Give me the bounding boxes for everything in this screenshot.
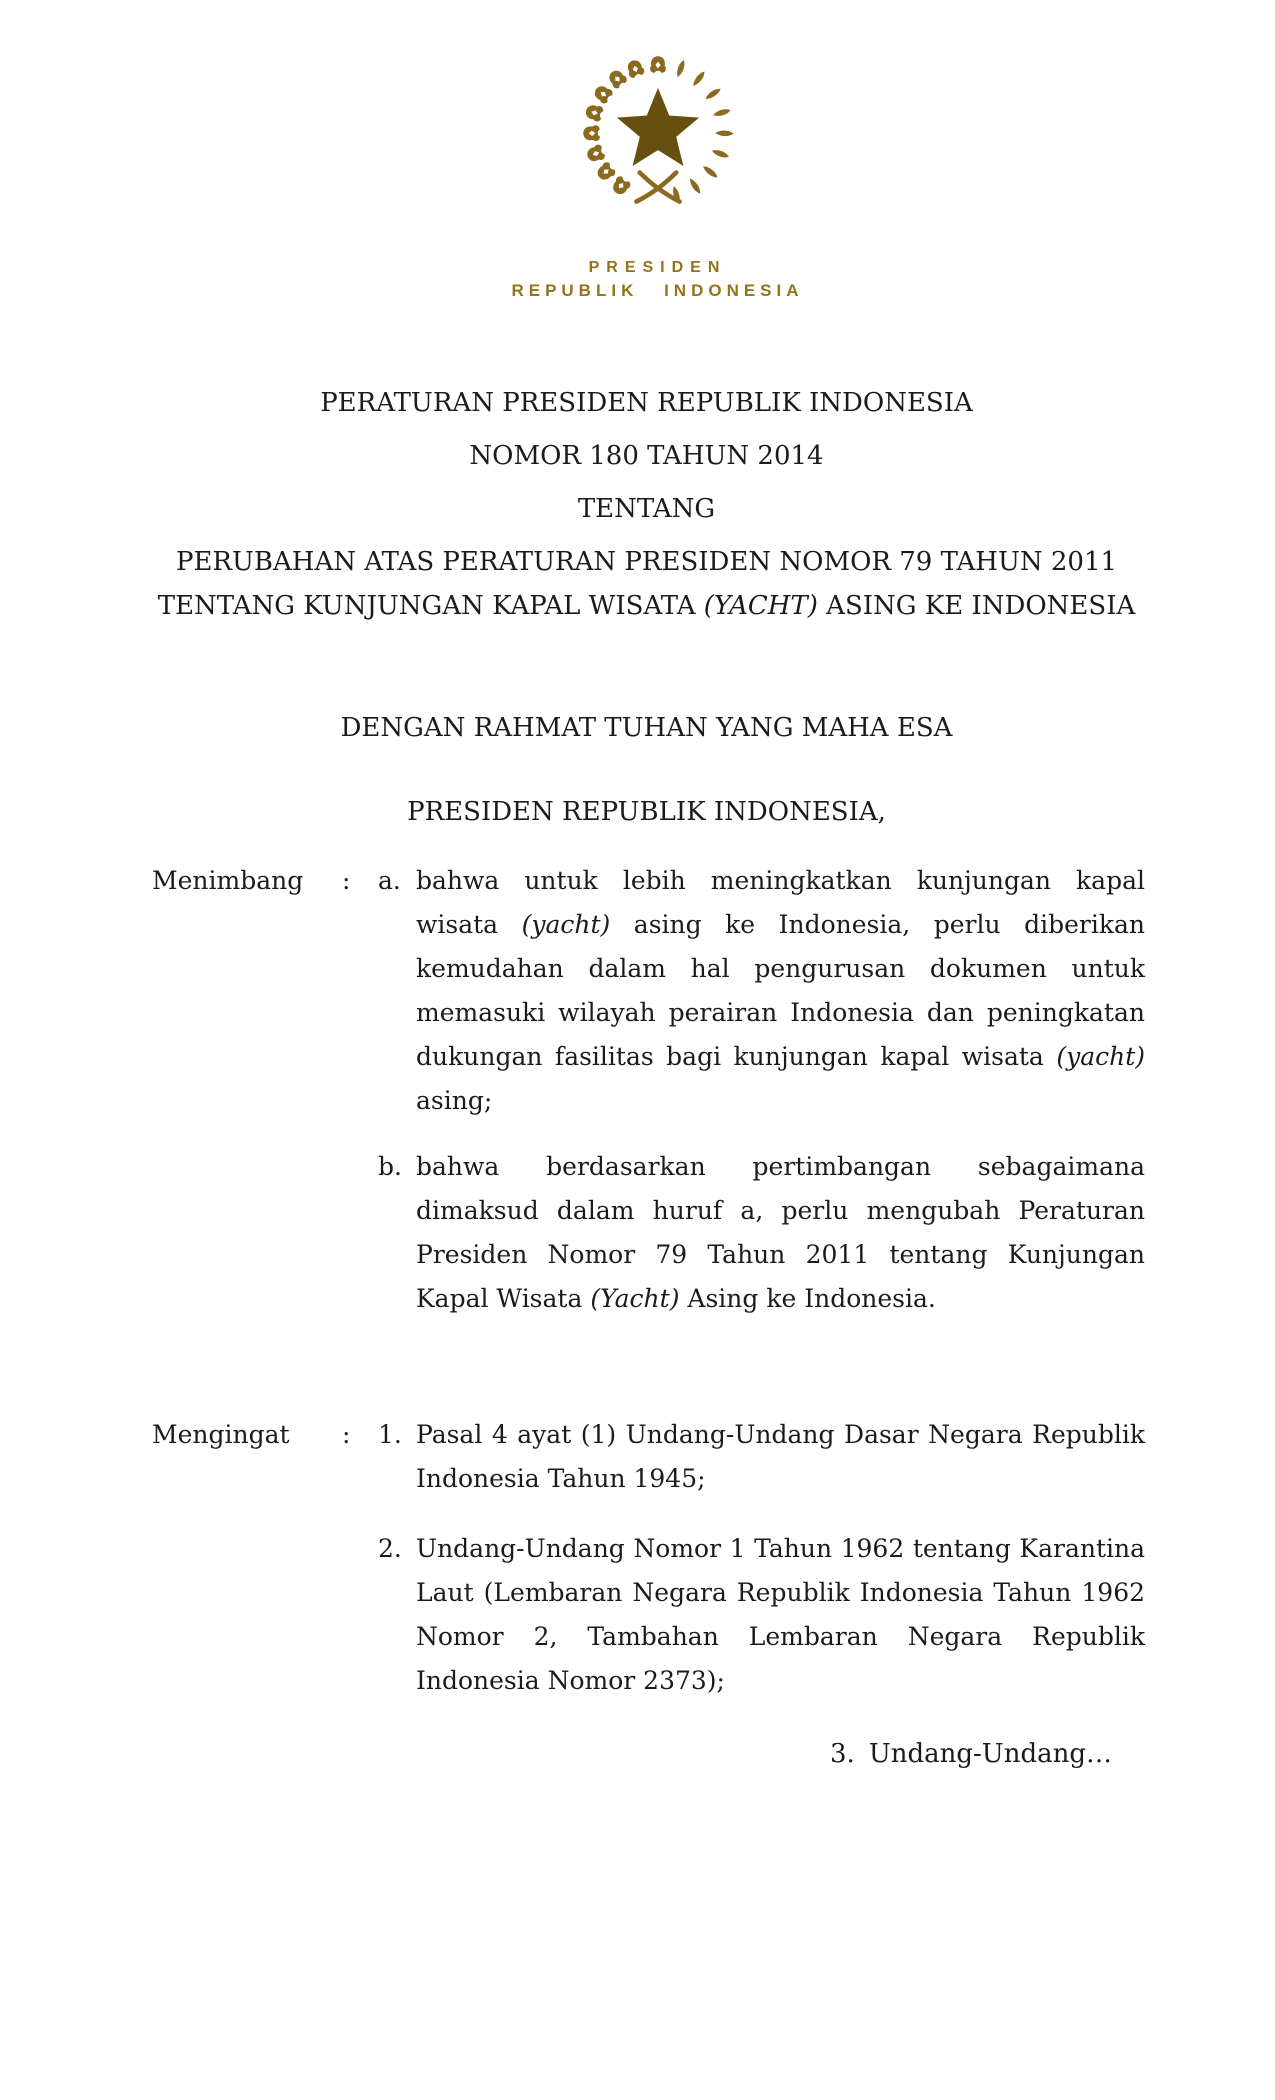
item-a-line-2 [416,903,1145,947]
mengingat-section [0,1413,1275,1703]
item-b-line-4-post: Asing ke Indonesia. [679,1284,936,1313]
item-a-line-2-italic: (yacht) [521,910,611,939]
item-1-line-1: Pasal 4 ayat (1) Undang-Undang Dasar Negara Republik [416,1420,1145,1449]
title-subject-2-italic: (YACHT) [703,591,818,621]
item-a-line-5 [416,1035,1145,1079]
item-2-line-3: Nomor 2, Tambahan Lembaran Negara Republik [416,1622,1145,1651]
item-a-line-5-italic: (yacht) [1056,1042,1145,1071]
item-b-line-1: bahwa berdasarkan pertimbangan sebagaimana [416,1152,1145,1181]
item-a-line-4: memasuki wilayah perairan Indonesia dan peningkatan [416,998,1145,1027]
title-line-subject-1: PERUBAHAN ATAS PERATURAN PRESIDEN NOMOR 79 TAHUN 2011 [175,547,1118,577]
item-b-marker: b. [378,1152,402,1181]
letterhead-presiden: PRESIDEN [588,259,727,276]
letterhead-republik-indonesia: REPUBLIK INDONESIA [511,281,804,300]
catchword-number: 3. [830,1739,855,1769]
item-2-marker: 2. [378,1534,402,1563]
title-subject-2-post: ASING KE INDONESIA [817,591,1136,621]
presidential-seal-icon [575,48,741,214]
item-b-line-4 [416,1277,1145,1321]
title-line-regulation: PERATURAN PRESIDEN REPUBLIK INDONESIA [320,388,973,418]
item-1-text [416,1413,1145,1501]
item-1-line-2: Indonesia Tahun 1945; [416,1464,706,1493]
item-2-line-2: Laut (Lembaran Negara Republik Indonesia Tahun 1962 [416,1578,1145,1607]
item-a-line-2-pre: wisata [416,910,522,939]
title-block [0,386,1275,623]
item-1-marker: 1. [378,1420,402,1449]
item-a-line-5-pre: dukungan fasilitas bagi kunjungan kapal wisata [416,1042,1057,1071]
catchword-text: Undang-Undang… [868,1739,1112,1769]
item-a-marker: a. [378,866,401,895]
item-b-line-4-italic: (Yacht) [590,1284,680,1313]
mengingat-item-1 [0,1413,1275,1501]
mengingat-item-2 [0,1527,1275,1703]
catchword [0,1737,1275,1771]
title-subject-2-pre: TENTANG KUNJUNGAN KAPAL WISATA [157,591,704,621]
item-b-line-4-pre: Kapal Wisata [416,1284,591,1313]
mengingat-colon: : [342,1420,351,1449]
item-b-line-2: dimaksud dalam huruf a, perlu mengubah Peraturan [416,1196,1145,1225]
item-b-text [416,1145,1145,1321]
item-a-line-6: asing; [416,1086,493,1115]
authority-line: PRESIDEN REPUBLIK INDONESIA, [407,797,886,827]
item-a-line-3: kemudahan dalam hal pengurusan dokumen untuk [416,954,1145,983]
menimbang-item-b [0,1145,1275,1321]
mengingat-label: Mengingat [152,1420,290,1449]
menimbang-colon: : [342,866,351,895]
title-line-number: NOMOR 180 TAHUN 2014 [469,441,824,471]
invocation-line: DENGAN RAHMAT TUHAN YANG MAHA ESA [340,713,953,743]
menimbang-section [0,859,1275,1321]
letterhead [0,0,1275,302]
menimbang-item-a [0,859,1275,1123]
item-a-text [416,859,1145,1123]
item-a-line-1: bahwa untuk lebih meningkatkan kunjungan kapal [416,866,1145,895]
item-a-line-2-post: asing ke Indonesia, perlu diberikan [610,910,1145,939]
title-line-subject-2 [18,589,1275,623]
item-2-text [416,1527,1145,1703]
item-2-line-4: Indonesia Nomor 2373); [416,1666,725,1695]
item-b-line-3: Presiden Nomor 79 Tahun 2011 tentang Kunjungan [416,1240,1145,1269]
title-line-tentang: TENTANG [577,494,716,524]
menimbang-label: Menimbang [152,866,304,895]
item-2-line-1: Undang-Undang Nomor 1 Tahun 1962 tentang Karantina [416,1534,1145,1563]
